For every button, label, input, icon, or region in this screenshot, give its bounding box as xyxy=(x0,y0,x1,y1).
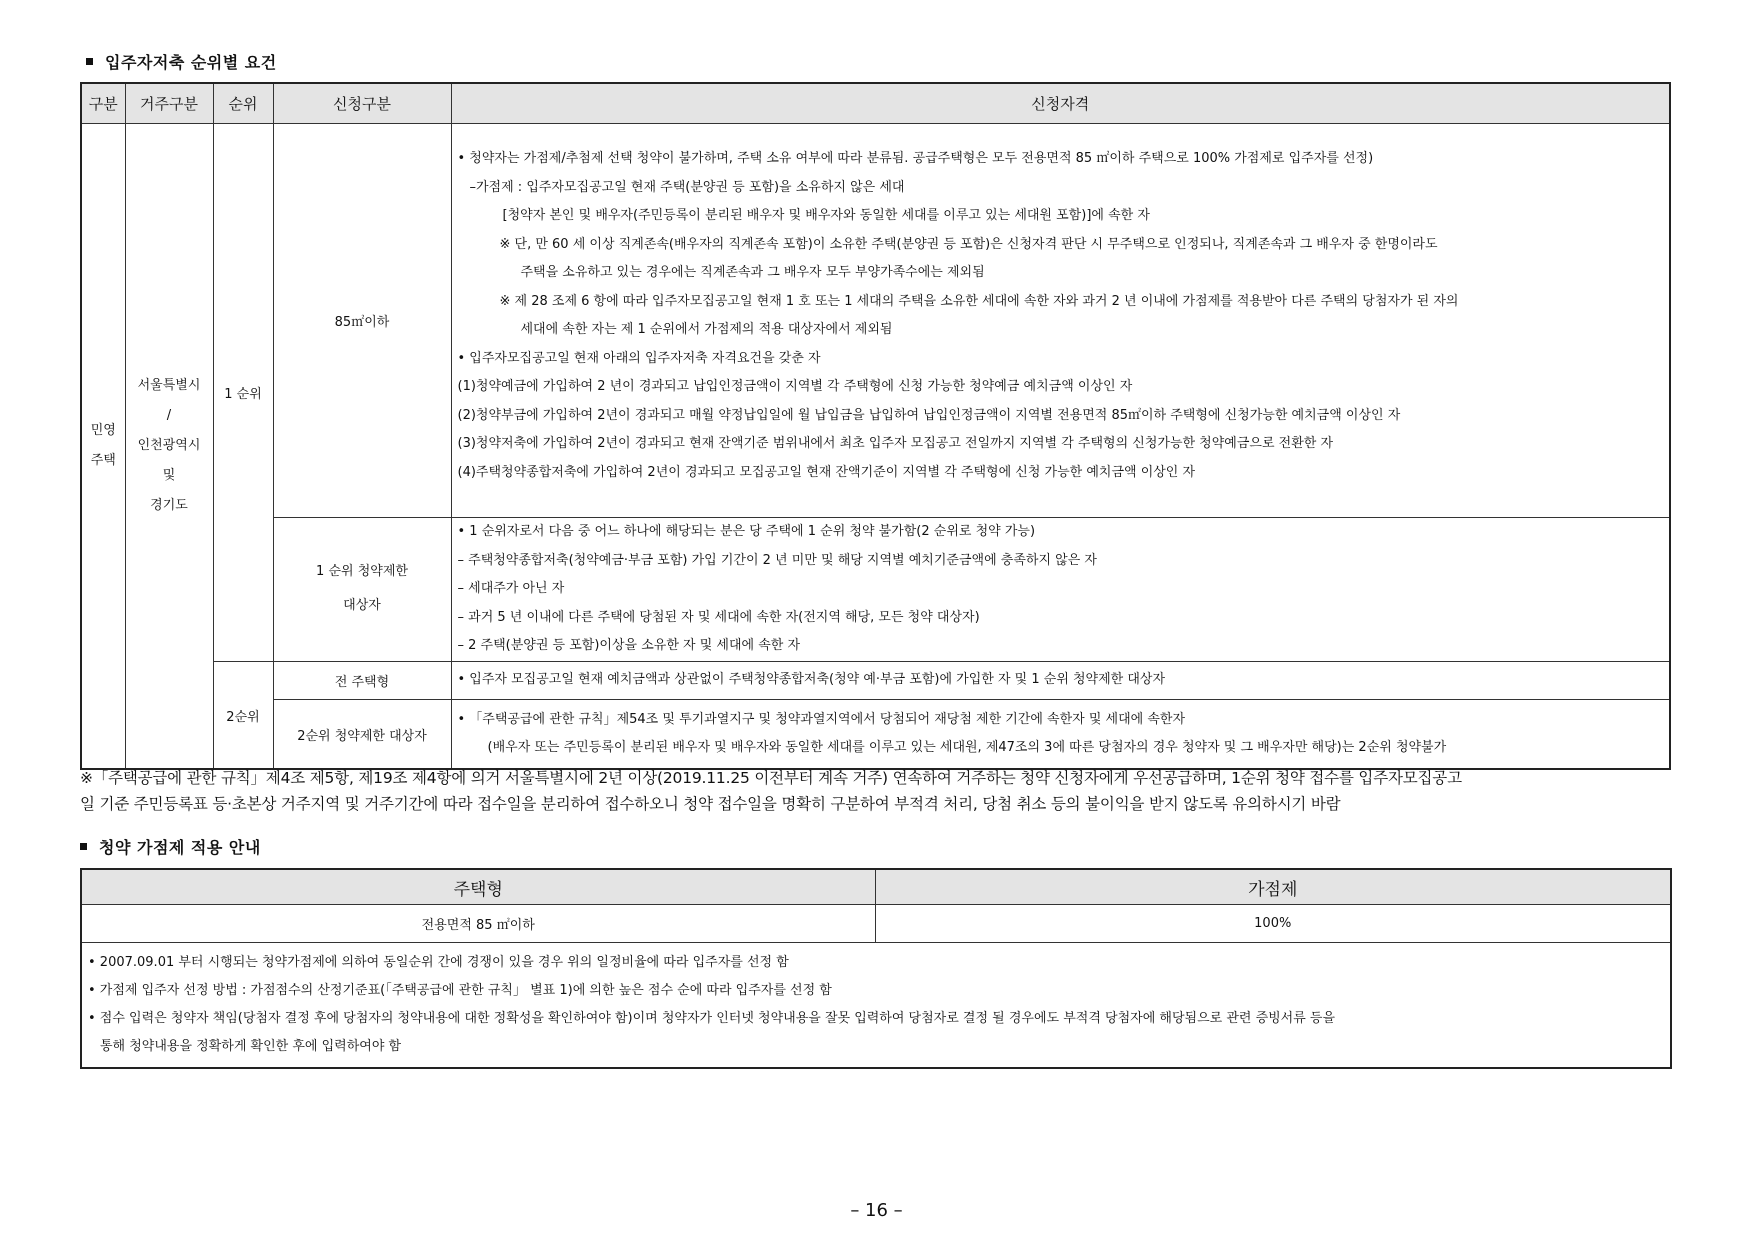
header-apply-type: 신청구분 xyxy=(273,83,451,124)
apply-rank1-limited-cell: 1 순위 청약제한 대상자 xyxy=(273,518,451,662)
rank2-cell: 2순위 xyxy=(213,661,273,769)
table-row xyxy=(81,699,1670,769)
bullet-square-icon xyxy=(86,58,93,65)
point-system-table xyxy=(80,868,1672,1069)
table-row xyxy=(81,905,1671,943)
qual-85-cell: • 청약자는 가점제/추첨제 선택 청약이 불가하며, 주택 소유 여부에 따라 분류됨. 공급주택형은 모두 전용면적 85 ㎡이하 주택으로 100% 가점제로 입주자를 선정) –가점제 : 입주자모집공고일 현재 주택(분양권 등 포함)을 소유하지 않은 세대 [청약자 본인 및 배우자(주민등록이 분리된 배우자 및 배우자와 동일한 세대를 이루고 있는 세대원 포함)]에 속한 자 ※ 단, 만 60 세 이상 직계존속(배우자의 직계존속 포함)이 소유한 주택(분양권 등 포함)은 신청자격 판단 시 무주택으로 인정되나, 직계존속과 그 배우자 중 한명이라도 주택을 소유하고 있는 경우에는 직계존속과 그 배우자 모두 부양가족수에는 제외됨 ※ 제 28 조제 6 항에 따라 입주자모집공고일 현재 1 호 또는 1 세대의 주택을 소유한 세대에 속한 자와 과거 2 년 이내에 가점제를 적용받아 다른 주택의 당첨자가 된 자의 세대에 속한 자는 제 1 순위에서 가점제의 적용 대상자에서 제외됨 • 입주자모집공고일 현재 아래의 입주자저축 자격요건을 갖춘 자 (1)청약예금에 가입하여 2 년이 경과되고 납입인정금액이 지역별 각 주택형에 신청 가능한 청약예금 예치금액 이상인 자 (2)청약부금에 가입하여 2년이 경과되고 매월 약정납입일에 월 납입금을 납입하여 납입인정금액이 지역별 전용면적 85㎡이하 주택형에 신청가능한 예치금액 이상인 자 (3)청약저축에 가입하여 2년이 경과되고 현재 잔액기준 범위내에서 최초 입주자 모집공고 전일까지 지역별 각 주택형의 신청가능한 청약예금으로 전환한 자 (4)주택청약종합저축에 가입하여 2년이 경과되고 모집공고일 현재 잔액기준이 지역별 각 주택형에 신청 가능한 예치금액 이상인 자 xyxy=(451,124,1670,518)
qual-rank1-limited-cell: • 1 순위자로서 다음 중 어느 하나에 해당되는 분은 당 주택에 1 순위 청약 불가함(2 순위로 청약 가능) – 주택청약종합저축(청약예금·부금 포함) 가입 기간이 2 년 미만 및 해당 지역별 예치기준금액에 충족하지 않은 자 – 세대주가 아닌 자 – 과거 5 년 이내에 다른 주택에 당첨된 자 및 세대에 속한 자(전지역 해당, 모든 청약 대상자) – 2 주택(분양권 등 포함)이상을 소유한 자 및 세대에 속한 자 xyxy=(451,518,1670,662)
header-category: 구분 xyxy=(81,83,125,124)
qual-all-cell: • 입주자 모집공고일 현재 예치금액과 상관없이 주택청약종합저축(청약 예·부금 포함)에 가입한 자 및 1 순위 청약제한 대상자 xyxy=(451,661,1670,699)
header-residence: 거주구분 xyxy=(125,83,213,124)
apply-85-cell: 85㎡이하 xyxy=(273,124,451,518)
priority-supply-note: ※「주택공급에 관한 규칙」제4조 제5항, 제19조 제4항에 의거 서울특별시에 2년 이상(2019.11.25 이전부터 계속 거주) 연속하여 거주하는 청약 신청자에게 우선공급하며, 1순위 청약 접수를 입주자모집공고 일 기준 주민등록표 등·초본상 거주지역 및 거주기간에 따라 접수일을 분리하여 접수하오니 청약 접수일을 명확히 구분하여 부적격 처리, 당첨 취소 등의 불이익을 받지 않도록 유의하시기 바람 xyxy=(80,769,1462,813)
rank-requirements-table xyxy=(80,82,1671,770)
header-point-system: 가점제 xyxy=(875,869,1671,905)
table-row xyxy=(81,518,1670,662)
table-row xyxy=(81,943,1671,1069)
rank1-cell: 1 순위 xyxy=(213,124,273,662)
bullet-square-icon xyxy=(80,843,87,850)
residence-cell: 서울특별시 / 인천광역시 및 경기도 xyxy=(125,124,213,770)
category-cell: 민영 주택 xyxy=(81,124,125,770)
header-qualification: 신청자격 xyxy=(451,83,1670,124)
table-header-row xyxy=(81,83,1670,124)
header-rank: 순위 xyxy=(213,83,273,124)
housing-type-value: 전용면적 85 ㎡이하 xyxy=(81,905,875,943)
section2-title: 청약 가점제 적용 안내 xyxy=(80,835,261,858)
point-system-notes: • 2007.09.01 부터 시행되는 청약가점제에 의하여 동일순위 간에 경쟁이 있을 경우 위의 일정비율에 따라 입주자를 선정 함 • 가점제 입주자 선정 방법 : 가점점수의 산정기준표(「주택공급에 관한 규칙」 별표 1)에 의한 높은 점수 순에 따라 입주자를 선정 함 • 점수 입력은 청약자 책임(당첨자 결정 후에 당첨자의 청약내용에 대한 정확성을 확인하여야 함)이며 청약자가 인터넷 청약내용을 잘못 입력하여 당첨자로 결정 될 경우에도 부적격 당첨자에 해당됨으로 관련 증빙서류 등을 통해 청약내용을 정확하게 확인한 후에 입력하여야 함 xyxy=(81,943,1671,1069)
table-row xyxy=(81,661,1670,699)
qual-rank2-limited-cell: • 「주택공급에 관한 규칙」제54조 및 투기과열지구 및 청약과열지역에서 당첨되어 재당첨 제한 기간에 속한자 및 세대에 속한자 (배우자 또는 주민등록이 분리된 배우자 및 배우자와 동일한 세대를 이루고 있는 세대원, 제47조의 3에 따른 당첨자의 경우 청약자 및 그 배우자만 해당)는 2순위 청약불가 xyxy=(451,699,1670,769)
apply-rank2-limited-cell: 2순위 청약제한 대상자 xyxy=(273,699,451,769)
apply-all-cell: 전 주택형 xyxy=(273,661,451,699)
section1-title: 입주자저축 순위별 요건 xyxy=(86,50,277,73)
page-number: – 16 – xyxy=(850,1200,903,1221)
header-housing-type: 주택형 xyxy=(81,869,875,905)
table-row xyxy=(81,124,1670,518)
table-header-row xyxy=(81,869,1671,905)
point-system-value: 100% xyxy=(875,905,1671,943)
